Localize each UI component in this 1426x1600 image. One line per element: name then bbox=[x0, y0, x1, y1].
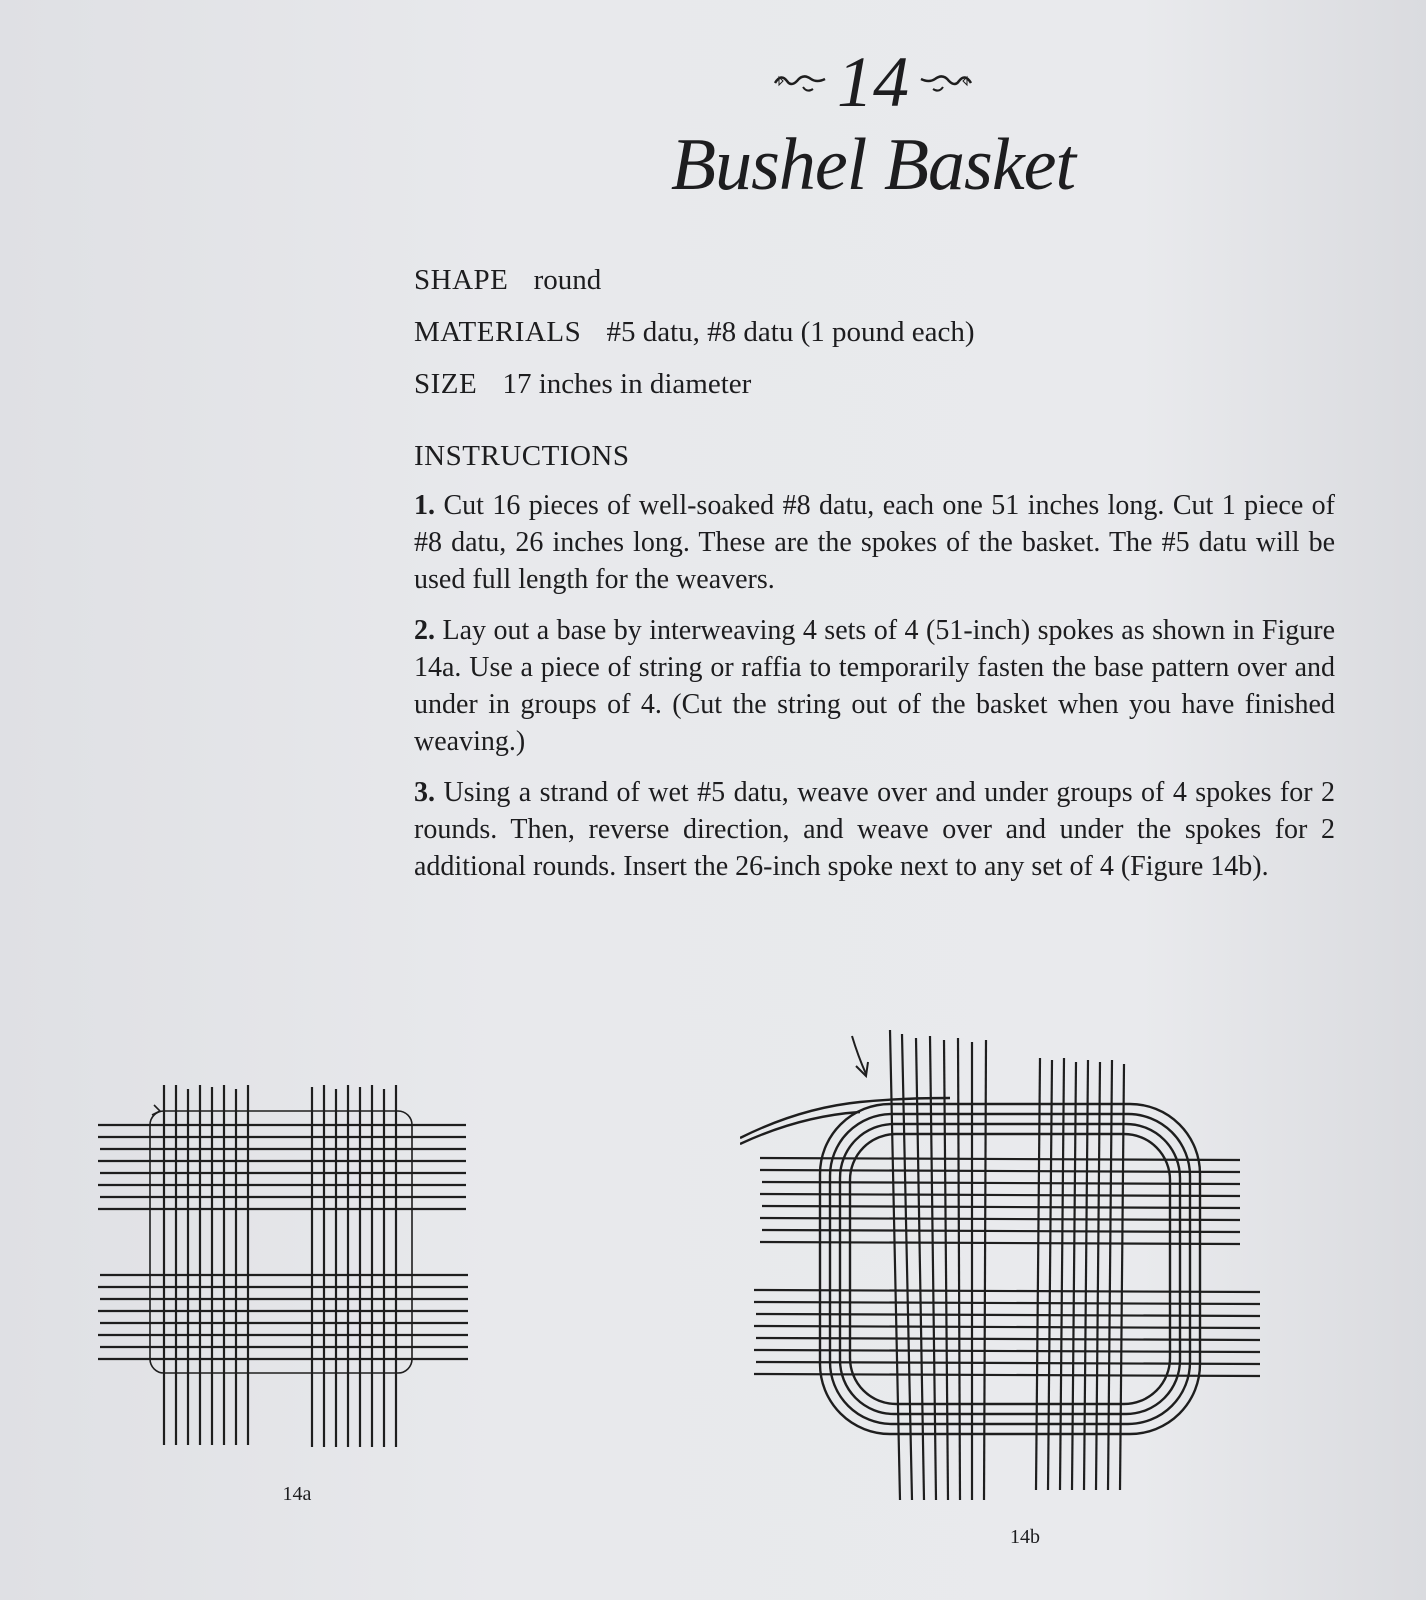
figure-14a-woven-base bbox=[96, 1075, 486, 1455]
step-text: Lay out a base by interweaving 4 sets of 4 (51-inch) spokes as shown in Figure 14a. Use a piece of string or raffia to temporarily fasten the base pattern over and under in groups of 4. (Cut the string out of the basket when you have finished weaving.) bbox=[414, 615, 1335, 757]
spec-label: MATERIALS bbox=[414, 316, 582, 348]
instructions-section bbox=[414, 438, 1335, 899]
instruction-step bbox=[414, 487, 1335, 598]
spec-materials bbox=[414, 306, 1334, 358]
spec-value: round bbox=[533, 264, 602, 296]
instruction-step bbox=[414, 774, 1335, 885]
figure-14b-weaving-rounds bbox=[740, 1030, 1280, 1510]
spec-label: SIZE bbox=[414, 368, 478, 400]
instruction-step bbox=[414, 612, 1335, 760]
step-text: Using a strand of wet #5 datu, weave over and under groups of 4 spokes for 2 rounds. Then, reverse direction, and weave over and under the spokes for 2 additional rounds. Insert the 26-inch spoke next to any set of 4 (Figure 14b). bbox=[414, 777, 1335, 882]
spec-label: SHAPE bbox=[414, 264, 509, 296]
figure-caption-14a: 14a bbox=[282, 1483, 312, 1505]
step-number: 3. bbox=[414, 777, 435, 808]
chapter-heading bbox=[0, 42, 1426, 122]
instructions-heading: INSTRUCTIONS bbox=[414, 440, 630, 472]
spec-size bbox=[414, 358, 1334, 410]
chapter-number: 14 bbox=[837, 42, 909, 122]
specs-list bbox=[414, 254, 1334, 410]
left-ornament-icon bbox=[773, 67, 829, 97]
step-text: Cut 16 pieces of well-soaked #8 datu, each one 51 inches long. Cut 1 piece of #8 datu, 26 inches long. These are the spokes of the basket. The #5 datu will be used full length for the weavers. bbox=[414, 490, 1336, 595]
page-title: Bushel Basket bbox=[670, 124, 1076, 206]
spec-value: #5 datu, #8 datu (1 pound each) bbox=[606, 316, 975, 348]
right-ornament-icon bbox=[917, 67, 973, 97]
step-number: 1. bbox=[414, 490, 435, 521]
spec-value: 17 inches in diameter bbox=[502, 368, 752, 400]
step-number: 2. bbox=[414, 615, 435, 646]
spec-shape bbox=[414, 254, 1334, 306]
figure-caption-14b: 14b bbox=[1010, 1526, 1040, 1548]
